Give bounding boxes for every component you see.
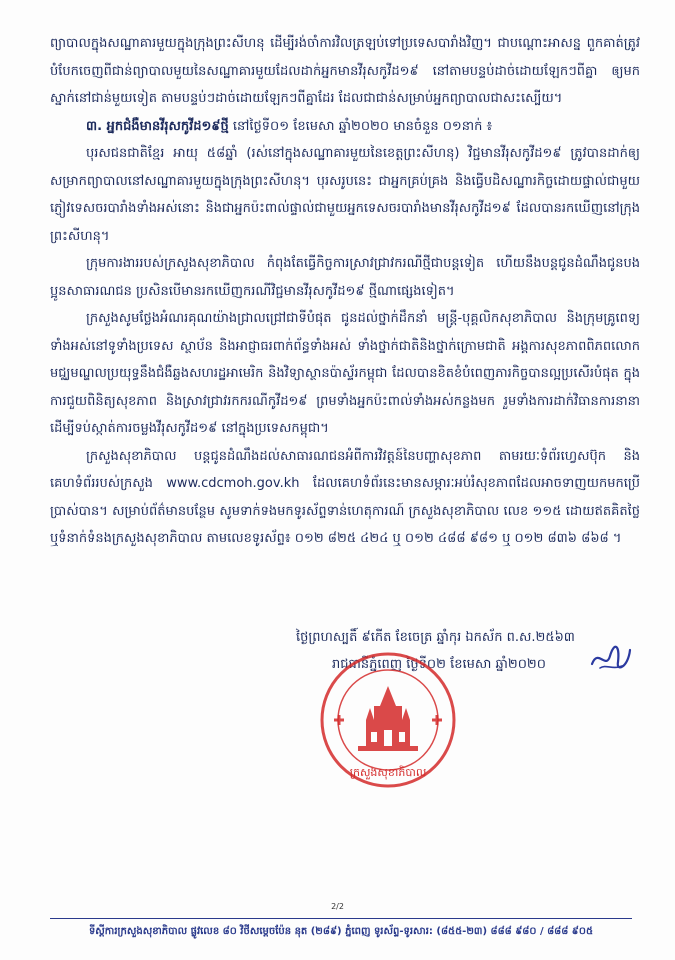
page-number: 2/2 — [331, 902, 344, 911]
case-heading — [50, 113, 640, 141]
paragraph-thanks: ក្រសួងសូមថ្លែងអំណរគុណយ៉ាងជ្រាលជ្រៅជាទីបំផុត ជូនដល់ថ្នាក់ដឹកនាំ មន្ត្រី-បុគ្គលិកសុខាភិបាល និងក្រុមគ្រូពេទ្យទាំងអស់នៅទូទាំងប្រទេស ស្ថាប័ន និងអាជ្ញាធរពាក់ព័ន្ធទាំងអស់ ទាំងថ្នាក់ជាតិនិងថ្នាក់ក្រោមជាតិ អង្គការសុខភាពពិភពលោក មជ្ឈមណ្ឌលប្រយុទ្ធនឹងជំងឺឆ្លងសហរដ្ឋអាមេរិក និងវិទ្យាស្ថានប៉ាស្ទ័រកម្ពុជា ដែលបានខិតខំបំពេញភារកិច្ចបានល្អប្រសើរបំផុត ក្នុងការជួយពិនិត្យសុខភាព និងស្រាវជ្រាវរកករណីកូវីដ១៩ ព្រមទាំងអ្នកប៉ះពាល់ទាំងអស់កន្លងមក រួមទាំងការដាក់វិធានការនានា ដើម្បីទប់ស្កាត់ការចម្លងវីរុសកូវីដ១៩ នៅក្នុងប្រទេសកម្ពុជា។ — [50, 311, 640, 436]
case-heading-date: នៅថ្ងៃទី០១ ខែមេសា ឆ្នាំ២០២០ មានចំនួន ០១នាក់ ៖ — [228, 118, 493, 134]
paragraph-intro: ព្យាបាលក្នុងសណ្ឋាគារមួយក្នុងក្រុងព្រះសីហនុ ដើម្បីរង់ចាំការវិលត្រឡប់ទៅប្រទេសបារាំងវិញ។ ជាបណ្តោះអាសន្ន ពួកគាត់ត្រូវបំបែកចេញពីជាន់ព្យាបាលមួយនៃសណ្ឋាគារមួយដែលដាក់អ្នកមានវីរុសកូវីដ១៩ នៅតាមបន្ទប់ដាច់ដោយឡែកៗពីគ្នា ឲ្យមកស្នាក់នៅជាន់មួយទៀត តាមបន្ទប់ៗដាច់ដោយឡែកៗពីគ្នាដែរ ដែលជាជាន់សម្រាប់អ្នកព្យាបាលជាសះស្បើយ។ — [50, 36, 640, 106]
case-heading-title: ៣. អ្នកជំងឺមានវីរុសកូវីដ១៩ថ្មី — [86, 118, 229, 134]
paragraph-contact: ក្រសួងសុខាភិបាល បន្តជូនដំណឹងដល់សាធារណជនអំពីការវិវត្តន៍នៃបញ្ហាសុខភាព តាមរយៈទំព័រហ្វេសប៊ុក និងគេហទំព័ររបស់ក្រសួង www.cdcmoh.gov.kh ដែលគេហទំព័រនេះមានសម្ភារៈអប់រំសុខភាពដែលអាចទាញយកមកប្រើប្រាស់បាន។ សម្រាប់ព័ត៌មានបន្ថែម សូមទាក់ទងមកទូរស័ព្ទទាន់ហេតុការណ៍ ក្រសួងសុខាភិបាល លេខ ១១៥ ដោយឥតគិតថ្លៃ ឬទំនាក់ទំនងក្រសួងសុខាភិបាល តាមលេខទូរស័ព្ទ៖ ០១២ ៨២៥ ៤២៤ ឬ ០១២ ៤៨៨ ៩៨១ ឬ ០១២ ៨៣៦ ៨៦៨ ។ — [50, 448, 640, 546]
footer-address: ទីស្តីការក្រសួងសុខាភិបាល ផ្លូវលេខ ៨០ វិថីសម្តេចប៉ែន នុត (២៨៩) ភ្នំពេញ ទូរស័ព្ទ-ទូរសារ: (៨៥៥-២៣) ៨៨៨ ៩៨០ / ៨៨៨ ៩០៥ — [88, 926, 594, 937]
footer-divider — [50, 918, 632, 919]
lunar-date: ថ្ងៃព្រហស្បតិ៍ ៩កើត ខែចេត្រ ឆ្នាំកុរ ឯកស័ក ព.ស.២៥៦៣ — [296, 630, 575, 645]
gregorian-date: រាជធានីភ្នំពេញ ថ្ងៃទី០២ ខែមេសា ឆ្នាំ២០២០ — [332, 657, 546, 672]
paragraph-investigation: ក្រុមការងាររបស់ក្រសួងសុខាភិបាល កំពុងតែធ្វើកិច្ចការស្រាវជ្រាវករណីថ្មីជាបន្តទៀត ហើយនឹងបន្តជូនដំណឹងជូនបងប្អូនសាធារណជន ប្រសិនបើមានរកឃើញករណីវិជ្ជមានវីរុសកូវីដ១៩ ថ្មីណាផ្សេងទៀត។ — [50, 256, 640, 299]
ministry-seal — [318, 650, 458, 790]
paragraph-case-details: បុរសជនជាតិខ្មែរ អាយុ ៥៨ឆ្នាំ (រស់នៅក្នុងសណ្ឋាគារមួយនៃខេត្តព្រះសីហនុ) វិជ្ជមានវីរុសកូវីដ១៩ ត្រូវបានដាក់ឲ្យសម្រាកព្យាបាលនៅសណ្ឋាគារមួយក្នុងក្រុងព្រះសីហនុ។ បុរសរូបនេះ ជាអ្នកគ្រប់គ្រង និងធ្វើបដិសណ្ឋារកិច្ចដោយផ្ទាល់ជាមួយភ្ញៀវទេសចរបារាំងទាំងអស់នោះ និងជាអ្នកប៉ះពាល់ផ្ទាល់ជាមួយអ្នកទេសចរបារាំងមានវីរុសកូវីដ១៩ ដែលបានរកឃើញនៅក្រុងព្រះសីហនុ។ — [50, 146, 640, 244]
seal-text: ក្រសួងសុខាភិបាល — [349, 766, 427, 779]
document-body — [50, 30, 640, 553]
signature — [588, 640, 634, 676]
